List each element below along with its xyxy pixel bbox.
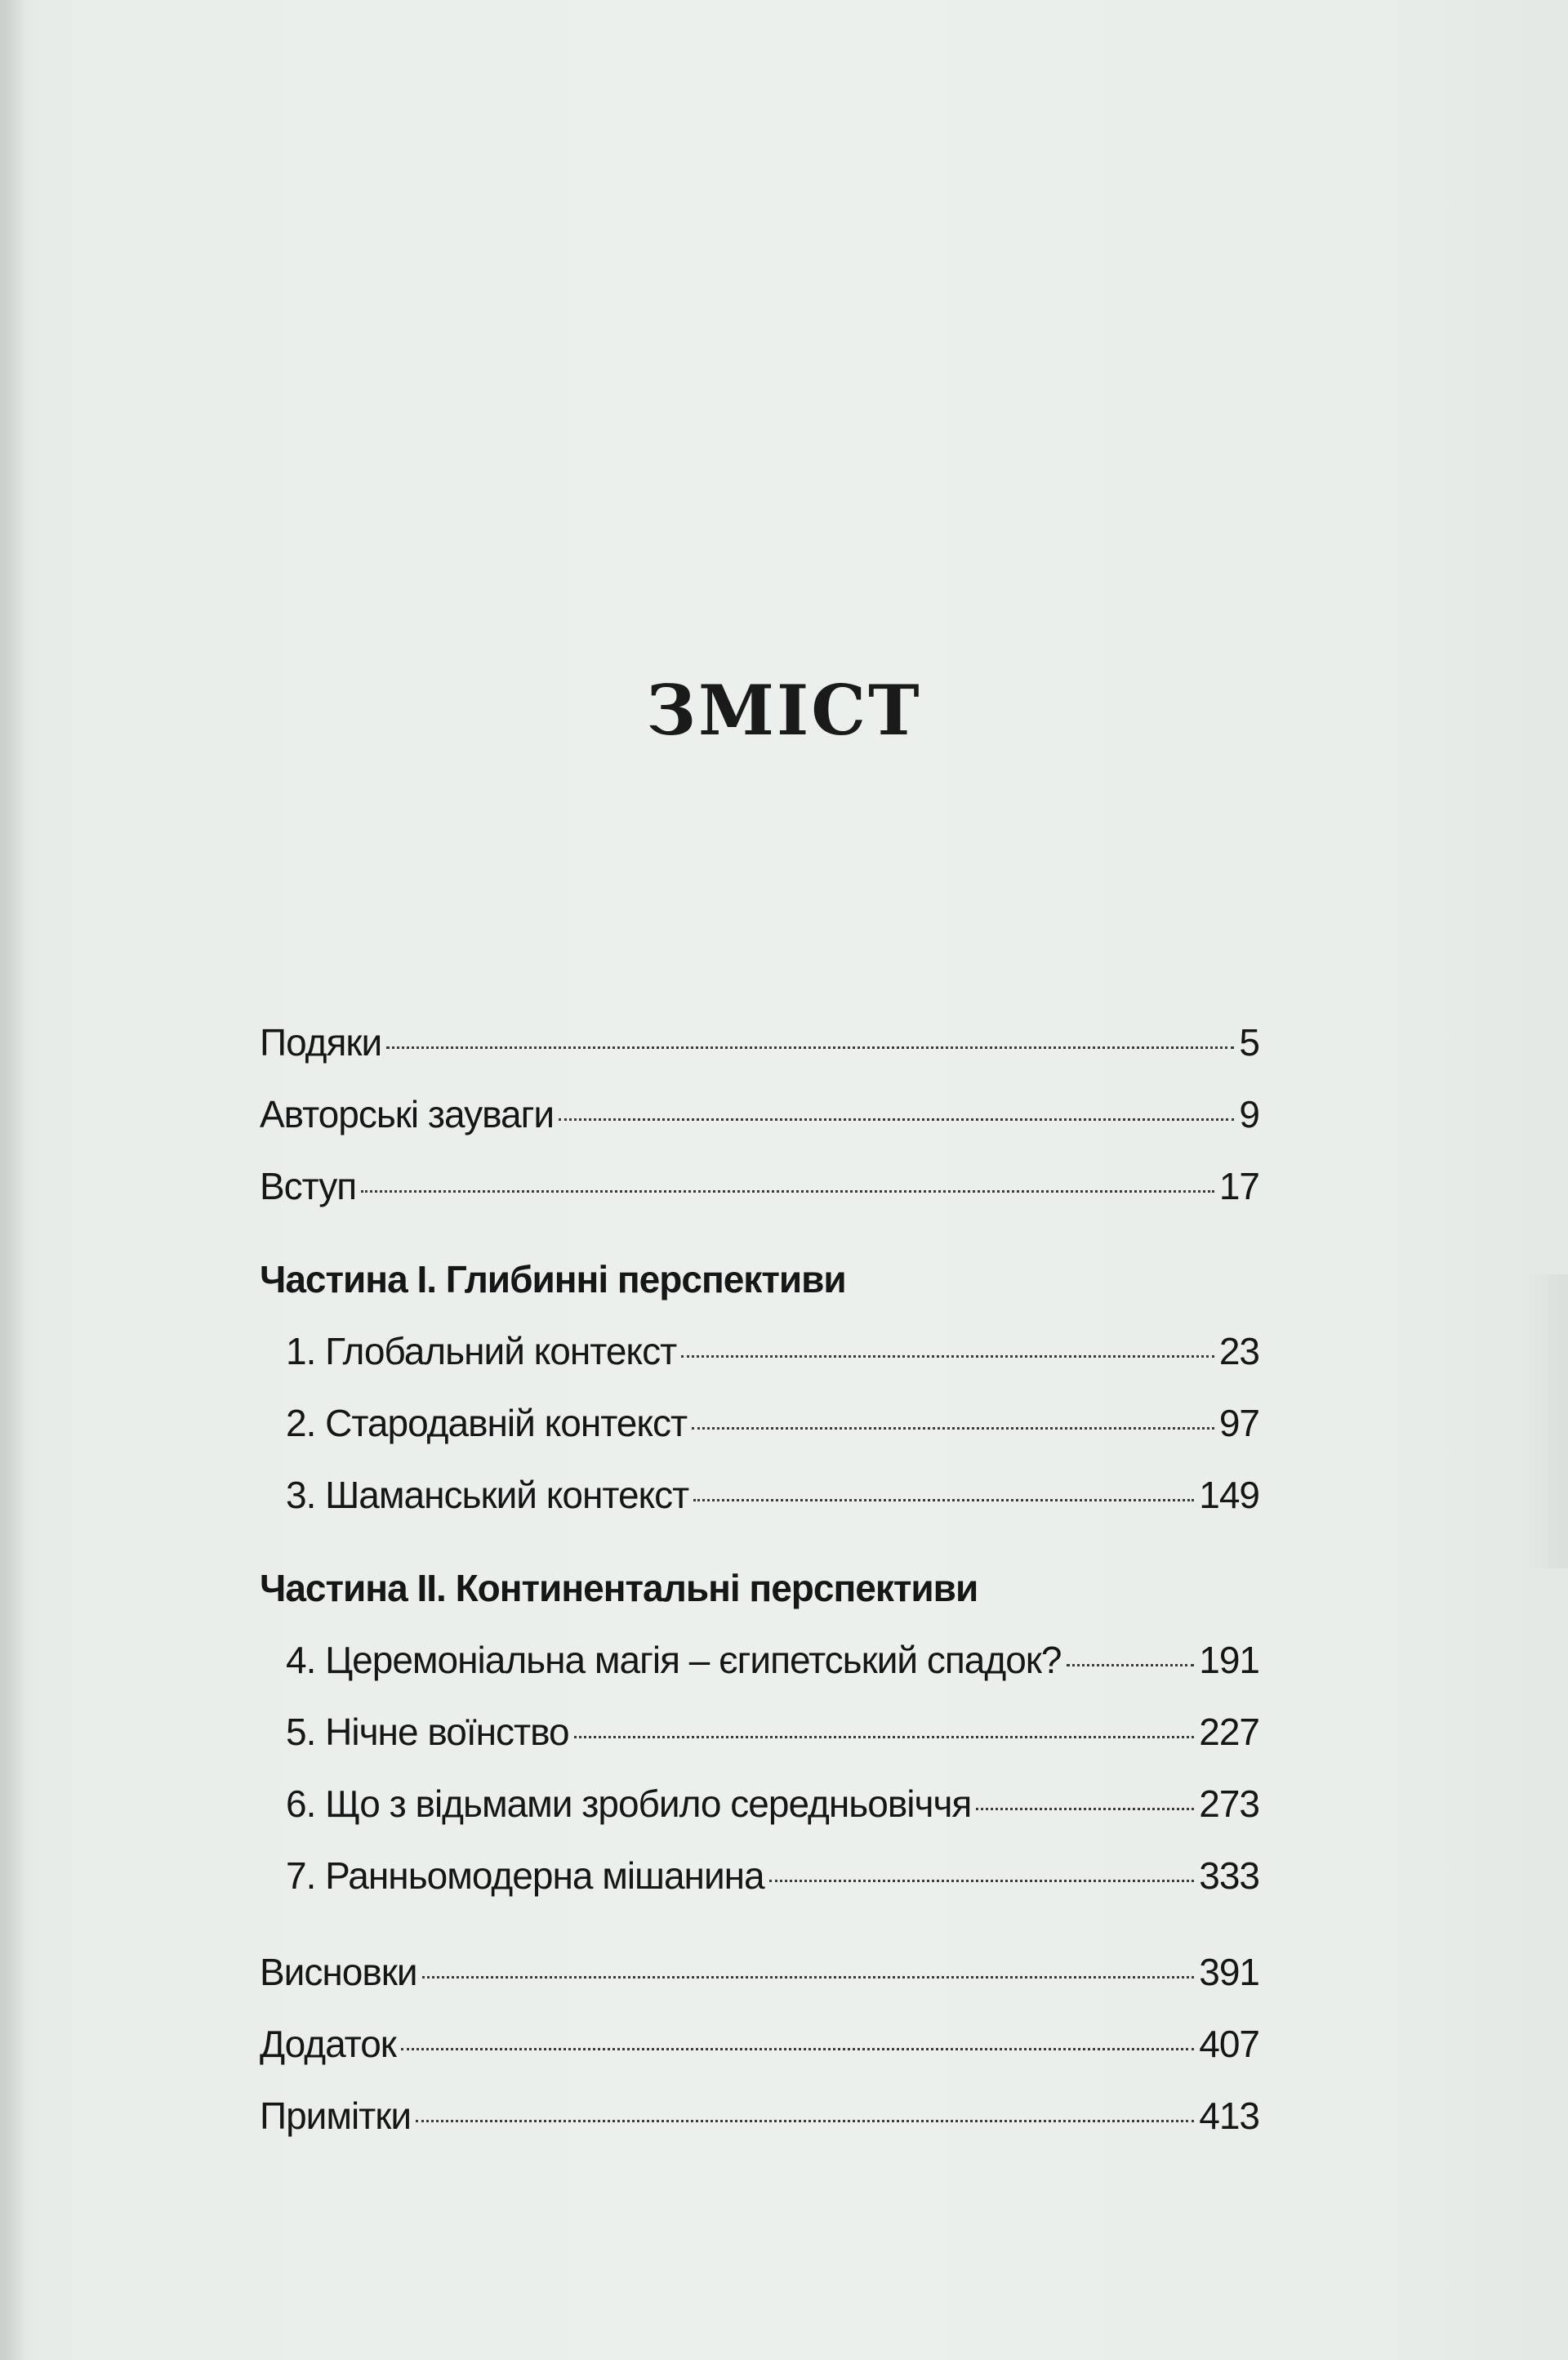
toc-entry-label: 3. Шаманський контекст: [286, 1474, 689, 1516]
binding-gutter: [0, 0, 24, 2360]
toc-entry-label: Примітки: [260, 2095, 412, 2137]
table-of-contents: [260, 1006, 1259, 2152]
toc-entry-chapter-3: [260, 1459, 1259, 1531]
toc-entry-page: 273: [1199, 1782, 1259, 1825]
dot-leader: [769, 1880, 1195, 1882]
toc-entry-page: 9: [1239, 1093, 1259, 1135]
toc-entry-page: 333: [1199, 1854, 1259, 1897]
toc-entry-label: Висновки: [260, 1951, 417, 1993]
dot-leader: [1067, 1664, 1195, 1666]
toc-entry-label: 5. Нічне воїнство: [286, 1711, 569, 1753]
toc-entry-appendix: [260, 2008, 1259, 2080]
toc-entry-label: 7. Ранньомодерна мішанина: [286, 1854, 764, 1897]
toc-entry-label: Подяки: [260, 1021, 382, 1064]
toc-entry-author-notes: [260, 1078, 1259, 1150]
page-edge: [1519, 1274, 1568, 1568]
dot-leader: [361, 1190, 1214, 1193]
toc-entry-chapter-1: [260, 1315, 1259, 1387]
toc-entry-label: 6. Що з відьмами зробило середньовіччя: [286, 1782, 972, 1825]
toc-entry-label: Вступ: [260, 1165, 357, 1207]
toc-entry-chapter-5: [260, 1696, 1259, 1768]
part-2-heading: Частина II. Континентальні перспективи: [260, 1567, 978, 1609]
dot-leader: [976, 1808, 1194, 1810]
page-title: ЗМІСТ: [646, 670, 922, 751]
section-gap: [260, 1912, 1259, 1936]
toc-entry-label: Авторські зауваги: [260, 1093, 555, 1135]
toc-entry-introduction: [260, 1150, 1259, 1222]
dot-leader: [422, 1976, 1195, 1979]
toc-entry-page: 191: [1199, 1639, 1259, 1681]
toc-entry-page: 17: [1218, 1165, 1259, 1207]
toc-entry-label: 4. Церемоніальна магія – єгипетський спадок?: [286, 1639, 1062, 1681]
toc-entry-page: 407: [1199, 2023, 1259, 2065]
dot-leader: [681, 1355, 1214, 1358]
toc-entry-chapter-2: [260, 1387, 1259, 1459]
dot-leader: [574, 1736, 1195, 1738]
part-1-heading: Частина I. Глибинні перспективи: [260, 1258, 846, 1300]
toc-entry-conclusions: [260, 1936, 1259, 2008]
toc-entry-page: 5: [1239, 1021, 1259, 1064]
toc-entry-page: 227: [1199, 1711, 1259, 1753]
toc-entry-notes: [260, 2080, 1259, 2152]
toc-entry-chapter-4: [260, 1624, 1259, 1696]
toc-entry-page: 149: [1199, 1474, 1259, 1516]
toc-entry-page: 97: [1218, 1402, 1259, 1444]
toc-entry-label: 1. Глобальний контекст: [286, 1330, 677, 1372]
toc-entry-page: 413: [1199, 2095, 1259, 2137]
toc-entry-chapter-6: [260, 1768, 1259, 1840]
toc-entry-chapter-7: [260, 1840, 1259, 1912]
dot-leader: [401, 2048, 1194, 2050]
dot-leader: [559, 1118, 1234, 1121]
toc-entry-page: 23: [1218, 1330, 1259, 1372]
toc-entry-page: 391: [1199, 1951, 1259, 1993]
dot-leader: [693, 1499, 1194, 1501]
dot-leader: [416, 2120, 1194, 2122]
toc-entry-label: Додаток: [260, 2023, 396, 2065]
dot-leader: [692, 1427, 1214, 1430]
toc-entry-acknowledgements: [260, 1006, 1259, 1078]
dot-leader: [386, 1046, 1234, 1049]
toc-entry-label: 2. Стародавній контекст: [286, 1402, 688, 1444]
